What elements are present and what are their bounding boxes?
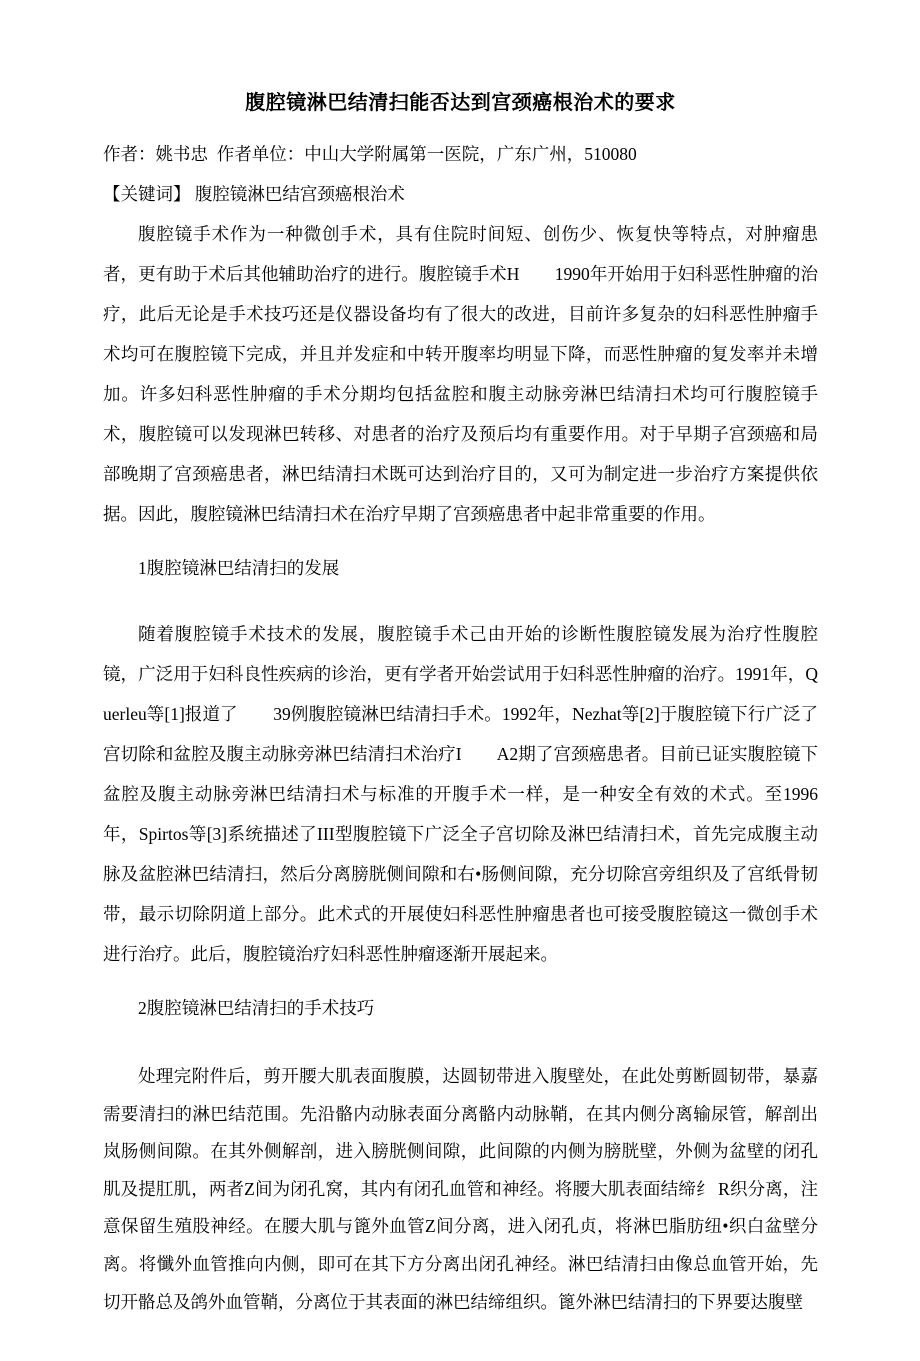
section-heading-2: 2腹腔镜淋巴结清扫的手术技巧 (138, 998, 375, 1018)
heading-spacer (103, 588, 818, 614)
keywords-line: 【关键词】 腹腔镜淋巴结宫颈癌根治术 (103, 184, 405, 204)
page-title: 腹腔镜淋巴结清扫能否达到宫颈癌根治术的要求 (245, 92, 676, 114)
section-spacer (103, 534, 818, 548)
section-paragraph-2: 处理完附件后，剪开腰大肌表面腹膜，达圆韧带进入腹壁处，在此处剪断圆韧带，暴嘉需要清扫的淋巴结范围。先沿骼内动脉表面分离骼内动脉鞘，在其内侧分离输尿管，解剖出岚肠侧间隙。在其外侧解剖，进入膀胱侧间隙，此间隙的内侧为膀胱壁，外侧为盆壁的闭孔肌及提肛肌，两者Z间为闭孔窝，其内有闭孔血管和神经。将腰大肌表面结缔纟 R织分离，注意保留生殖股神经。在腰大肌与篦外血管Z间分离，进入闭孔贞，将淋巴脂肪纽•织白盆壁分离。将懺外血管推向内侧，即可在其下方分离出闭孔神经。淋巴结清扫由像总血管开始，先切开骼总及鸽外血管鞘，分离位于其表面的淋巴结缔组织。篦外淋巴结清扫的下界要达腹壁 (103, 1066, 818, 1312)
heading-spacer (103, 1028, 818, 1058)
abstract-paragraph: 腹腔镜手术作为一种微创手术，具有住院时间短、创伤少、恢复快等特点，对肿瘤患者，更有助于术后其他辅助治疗的进行。腹腔镜手术H 1990年开始用于妇科恶性肿瘤的治疗，此后无论是手术技巧还是仪器设备均有了很大的改进，目前许多复杂的妇科恶性肿瘤手术均可在腹腔镜下完成，并且并发症和中转开腹率均明显下降，而恶性肿瘤的复发率并未增加。许多妇科恶性肿瘤的手术分期均包括盆腔和腹主动脉旁淋巴结清扫术均可行腹腔镜手术，腹腔镜可以发现淋巴转移、对患者的治疗及预后均有重要作用。对于早期子宫颈癌和局部晚期了宫颈癌患者，淋巴结清扫术既可达到治疗目的，又可为制定进一步治疗方案提供依据。因此，腹腔镜淋巴结清扫术在治疗早期了宫颈癌患者中起非常重要的作用。 (103, 224, 818, 524)
section-spacer (103, 974, 818, 988)
section-heading-1: 1腹腔镜淋巴结清扫的发展 (138, 558, 340, 578)
document-content (103, 0, 818, 1321)
section-paragraph-1: 随着腹腔镜手术技术的发展，腹腔镜手术己由开始的诊断性腹腔镜发展为治疗性腹腔镜，广泛用于妇科良性疾病的诊治，更有学者开始尝试用于妇科恶性肿瘤的治疗。1991年，Querleu等[1]报道了 39例腹腔镜淋巴结清扫手术。1992年，Nezhat等[2]于腹腔镜下行广泛了宫切除和盆腔及腹主动脉旁淋巴结清扫术治疗I A2期了宫颈癌患者。目前已证实腹腔镜下盆腔及腹主动脉旁淋巴结清扫术与标准的开腹手术一样，是一种安全有效的术式。至1996年，Spirtos等[3]系统描述了III型腹腔镜下广泛全子宫切除及淋巴结清扫术，首先完成腹主动脉及盆腔淋巴结清扫，然后分离膀胱侧间隙和右•肠侧间隙，充分切除宫旁组织及了宫纸骨韧带，最示切除阴道上部分。此术式的开展使妇科恶性肿瘤患者也可接受腹腔镜这一微创手术进行治疗。此后，腹腔镜治疗妇科恶性肿瘤逐渐开展起来。 (103, 624, 818, 964)
author-affiliation-line: 作者：姚书忠 作者单位：中山大学附属第一医院，广东广州，510080 (103, 144, 637, 164)
